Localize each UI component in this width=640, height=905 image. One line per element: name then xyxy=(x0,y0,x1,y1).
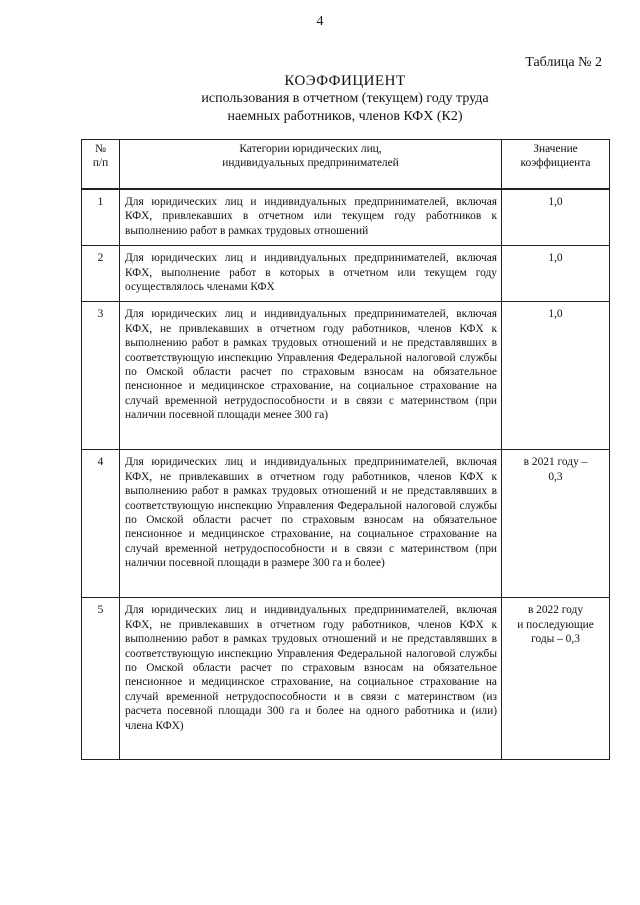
row-category-text: Для юридических лиц и индивидуальных предпринимателей, включая КФХ, привлекавших в отчетном или текущем году работников к выполнению работ в рамках трудовых отношений xyxy=(120,190,502,246)
document-title: КОЭФФИЦИЕНТ xyxy=(284,73,406,89)
header-number-line2: п/п xyxy=(92,157,109,170)
document-subtitle-line2: наемных работников, членов КФХ (К2) xyxy=(227,109,463,124)
header-category-line2: индивидуальных предпринимателей xyxy=(222,157,399,170)
row-value xyxy=(502,302,610,450)
document-subtitle-line1: использования в отчетном (текущем) году труда xyxy=(201,91,489,106)
header-number xyxy=(82,140,120,189)
row-category-text: Для юридических лиц и индивидуальных предпринимателей, включая КФХ, не привлекавших в отчетном году работников, членов КФХ к выполнению работ в рамках трудовых отношений и не представлявших в соответствующую инспекцию Управления Федеральной налоговой службы по Омской области расчет по страховым взносам на обязательное пенсионное и медицинское страхование, на социальное страхование на случай временной нетрудоспособности и в связи с материнством (при наличии посевной площади менее 300 га) xyxy=(120,302,502,450)
row-category-text: Для юридических лиц и индивидуальных предпринимателей, включая КФХ, не привлекавших в отчетном году работников, членов КФХ к выполнению работ в рамках трудовых отношений и не представлявших в соответствующую инспекцию Управления Федеральной налоговой службы по Омской области расчет по страховым взносам на обязательное пенсионное и медицинское страхование, на социальное страхование на случай временной нетрудоспособности и в связи с материнством (из расчета посевной площади 300 га и более на одного работника и (или) члена КФХ) xyxy=(120,598,502,760)
header-category xyxy=(120,140,502,189)
row-value-line1: в 2022 году xyxy=(527,604,584,617)
row-number: 1 xyxy=(82,190,120,246)
header-value-line2: коэффициента xyxy=(520,157,591,170)
row-number: 4 xyxy=(82,450,120,598)
coefficient-table xyxy=(81,139,610,760)
row-value xyxy=(502,450,610,598)
header-value-line1: Значение xyxy=(533,143,578,155)
table-row xyxy=(82,598,610,760)
page-number: 4 xyxy=(316,14,324,29)
table-row xyxy=(82,450,610,598)
row-value-line1: 1,0 xyxy=(548,196,563,208)
row-number: 3 xyxy=(82,302,120,450)
row-number: 5 xyxy=(82,598,120,760)
row-value-line1: 1,0 xyxy=(548,252,563,265)
row-value xyxy=(502,246,610,302)
row-value-line2: и последующие xyxy=(517,618,594,631)
row-value-line1: 1,0 xyxy=(548,308,563,321)
row-number: 2 xyxy=(82,246,120,302)
row-value xyxy=(502,190,610,246)
title-block xyxy=(0,72,640,126)
header-value xyxy=(502,140,610,189)
row-value xyxy=(502,598,610,760)
row-value-line2: 0,3 xyxy=(548,470,563,483)
table-header-row xyxy=(82,140,610,189)
header-number-line1: № xyxy=(95,143,106,155)
header-category-line1: Категории юридических лиц, xyxy=(239,143,382,155)
row-value-line1: в 2021 году – xyxy=(523,456,588,469)
table-row xyxy=(82,246,610,302)
table-row xyxy=(82,302,610,450)
row-value-line3: годы – 0,3 xyxy=(531,633,580,646)
row-category-text: Для юридических лиц и индивидуальных предпринимателей, включая КФХ, не привлекавших в отчетном году работников, членов КФХ к выполнению работ в рамках трудовых отношений и не представлявших в соответствующую инспекцию Управления Федеральной налоговой службы по Омской области расчет по страховым взносам на обязательное пенсионное и медицинское страхование, на социальное страхование на случай временной нетрудоспособности и в связи с материнством (при наличии посевной площади в размере 300 га и более) xyxy=(120,450,502,598)
table-row xyxy=(82,190,610,246)
table-label: Таблица № 2 xyxy=(525,55,602,70)
row-category-text: Для юридических лиц и индивидуальных предпринимателей, включая КФХ, выполнение работ в которых в отчетном или текущем году осуществлялось членами КФХ xyxy=(120,246,502,302)
